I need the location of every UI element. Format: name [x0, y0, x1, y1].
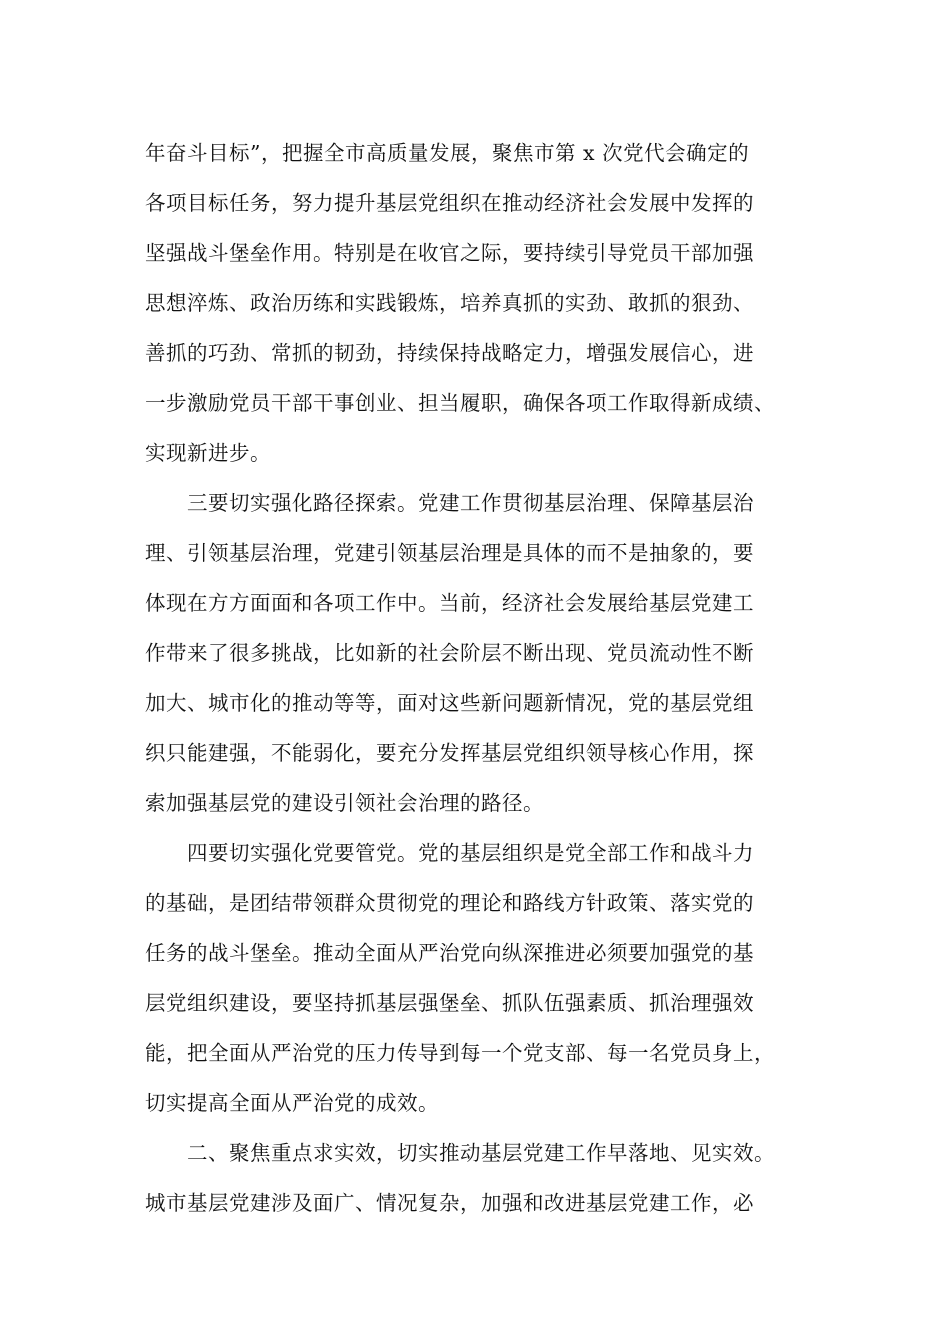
text-line-14: 索加强基层党的建设引领社会治理的路径。 [145, 791, 544, 815]
text-line-21: 二、聚焦重点求实效，切实推动基层党建工作早落地、见实效。 [145, 1141, 775, 1165]
text-line-4: 思想淬炼、政治历练和实践锻炼，培养真抓的实劲、敢抓的狠劲、 [145, 291, 754, 315]
text-line-12: 加大、城市化的推动等等，面对这些新问题新情况，党的基层党组 [145, 691, 754, 715]
text-line-3: 坚强战斗堡垒作用。特别是在收官之际，要持续引导党员干部加强 [145, 241, 754, 265]
text-line-5: 善抓的巧劲、常抓的韧劲，持续保持战略定力，增强发展信心，进 [145, 341, 754, 365]
text-line-2: 各项目标任务，努力提升基层党组织在推动经济社会发展中发挥的 [145, 191, 754, 215]
text-line-6: 一步激励党员干部干事创业、担当履职，确保各项工作取得新成绩、 [145, 391, 775, 415]
text-line-16: 的基础，是团结带领群众贯彻党的理论和路线方针政策、落实党的 [145, 891, 754, 915]
text-line-7: 实现新进步。 [145, 441, 271, 465]
text-line-22: 城市基层党建涉及面广、情况复杂，加强和改进基层党建工作，必 [145, 1191, 754, 1215]
text-line-8: 三要切实强化路径探索。党建工作贯彻基层治理、保障基层治 [145, 491, 754, 515]
text-line-11: 作带来了很多挑战，比如新的社会阶层不断出现、党员流动性不断 [145, 641, 754, 665]
text-line-17: 任务的战斗堡垒。推动全面从严治党向纵深推进必须要加强党的基 [145, 941, 754, 965]
text-line-15: 四要切实强化党要管党。党的基层组织是党全部工作和战斗力 [145, 841, 754, 865]
text-line-10: 体现在方方面面和各项工作中。当前，经济社会发展给基层党建工 [145, 591, 754, 615]
body-text [145, 128, 815, 1228]
text-line-19: 能，把全面从严治党的压力传导到每一个党支部、每一名党员身上， [145, 1041, 775, 1065]
text-line-9: 理、引领基层治理，党建引领基层治理是具体的而不是抽象的，要 [145, 541, 754, 565]
text-line-18: 层党组织建设，要坚持抓基层强堡垒、抓队伍强素质、抓治理强效 [145, 991, 754, 1015]
text-line-20: 切实提高全面从严治党的成效。 [145, 1091, 439, 1115]
text-line-13: 织只能建强，不能弱化，要充分发挥基层党组织领导核心作用，探 [145, 741, 754, 765]
text-line-1: 年奋斗目标”，把握全市高质量发展，聚焦市第 x 次党代会确定的 [145, 141, 750, 165]
